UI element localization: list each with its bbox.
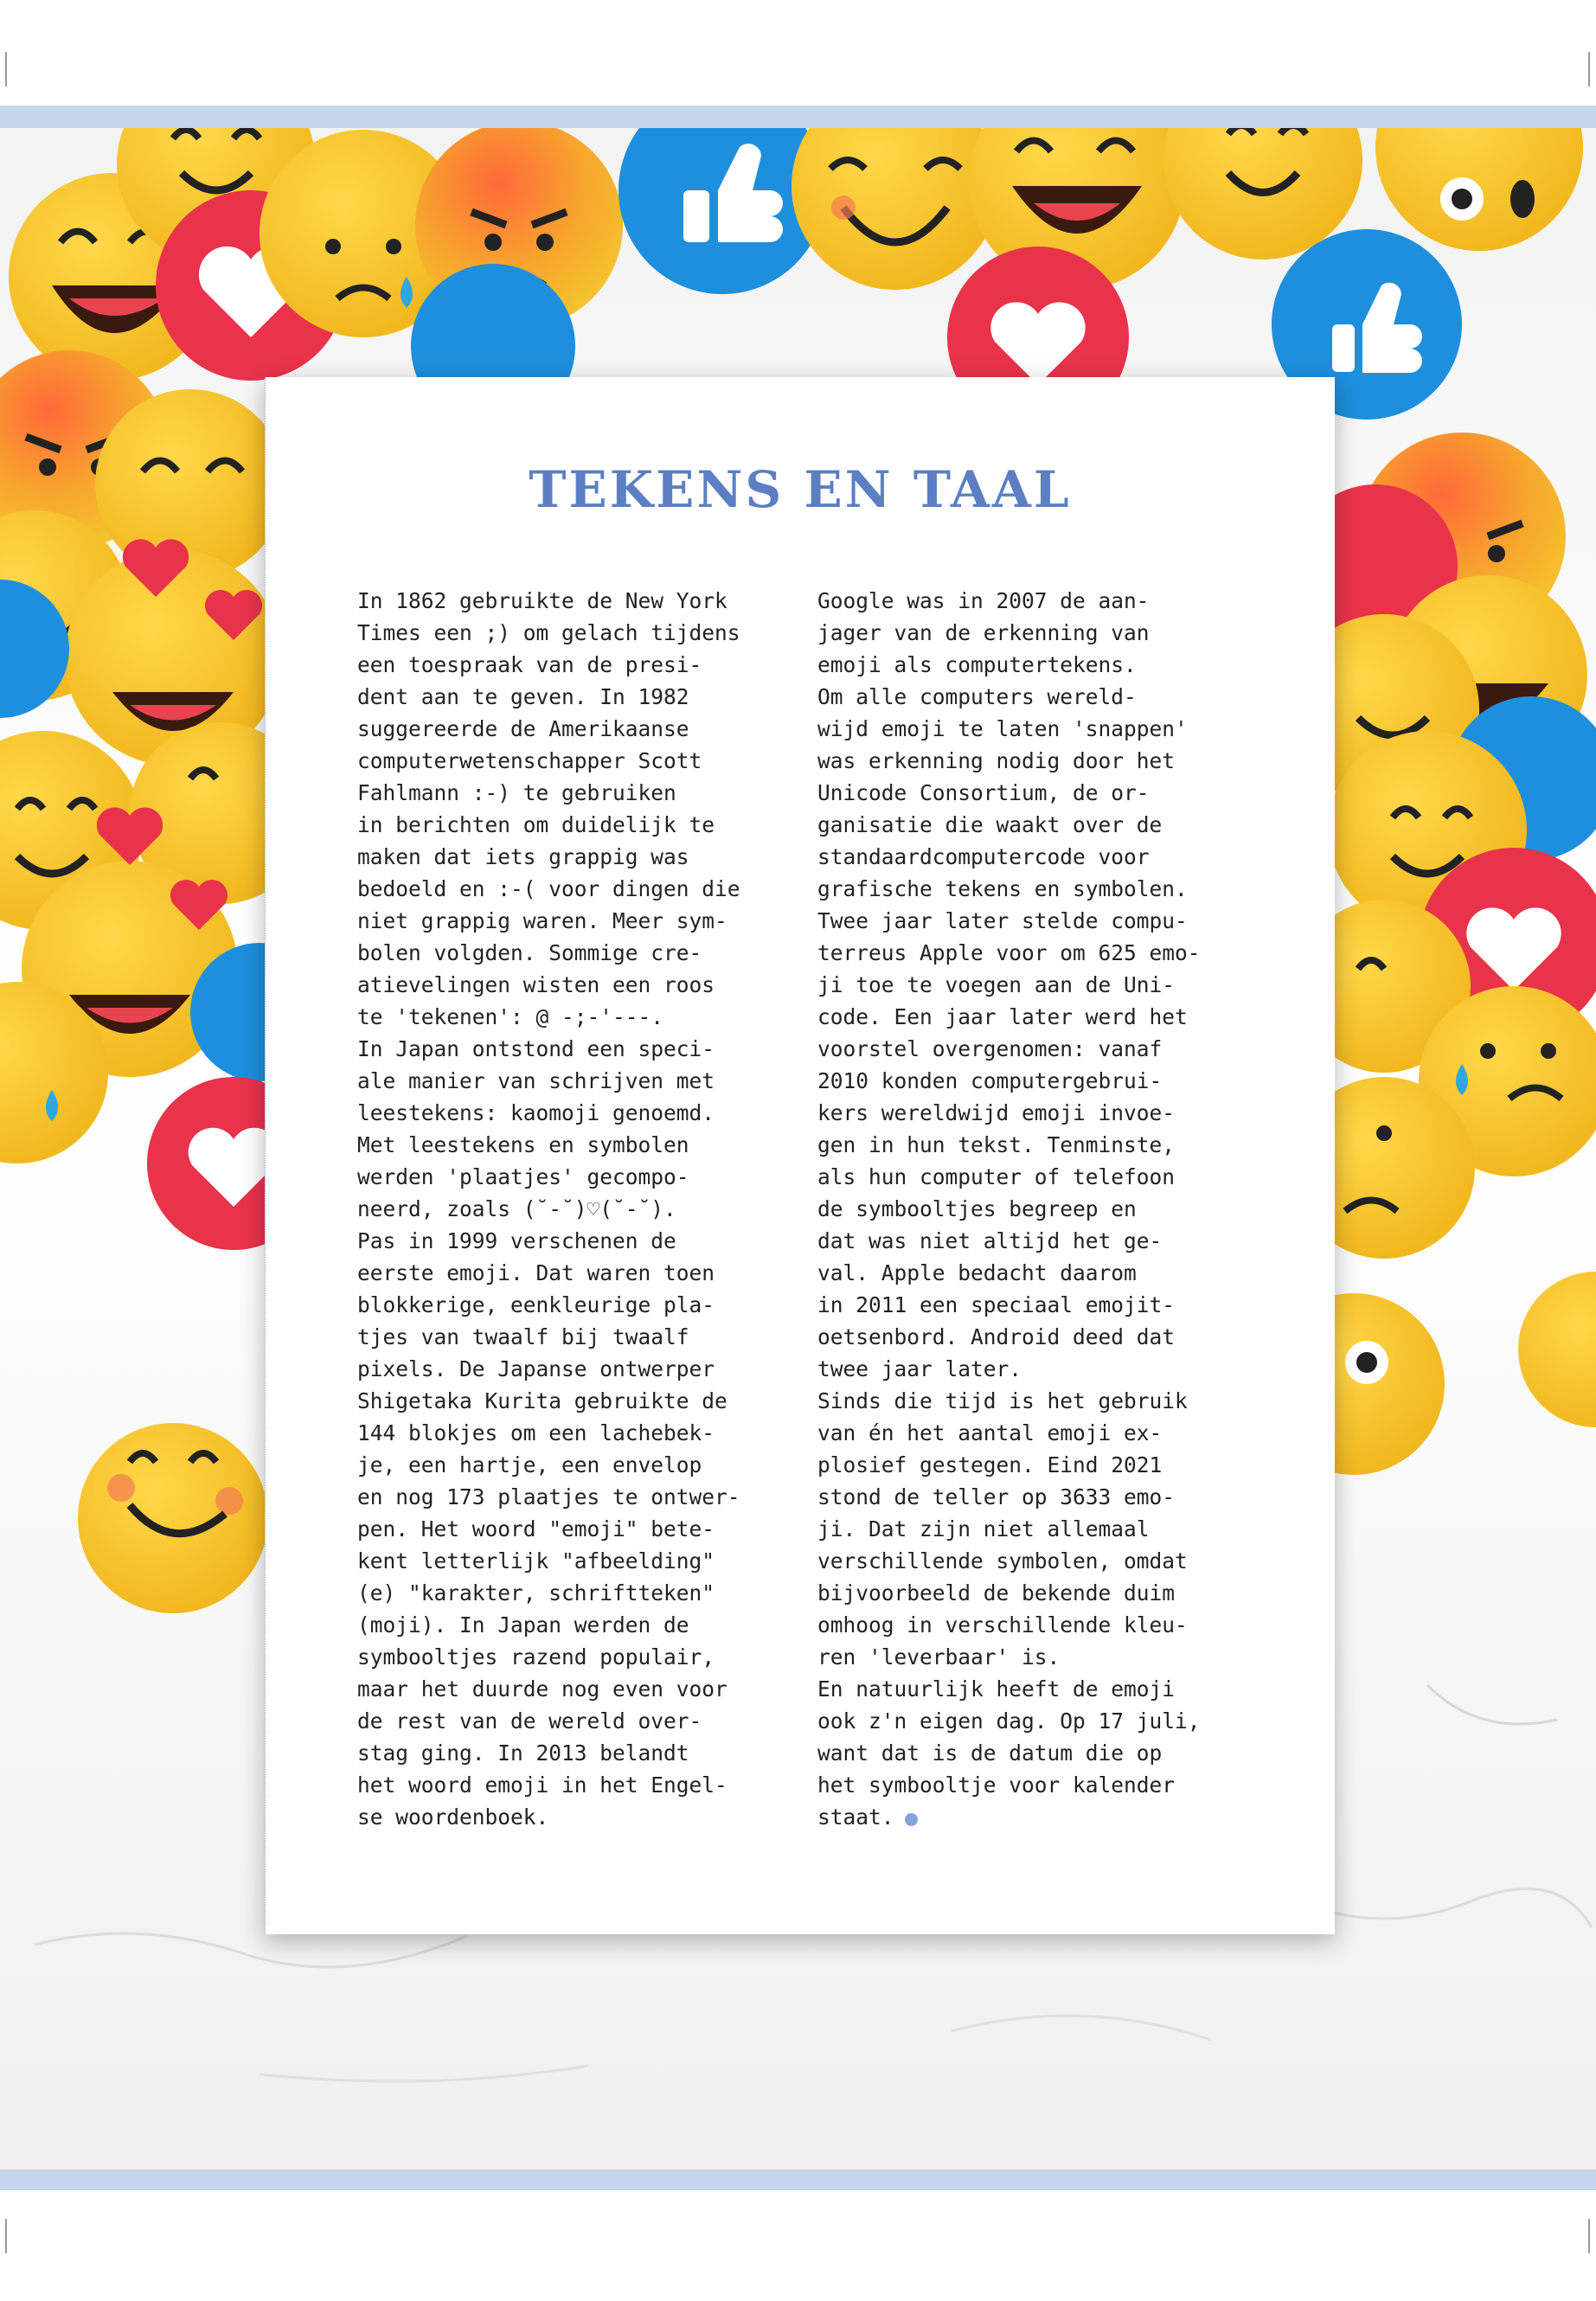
smiling-emoji-icon	[1518, 1272, 1596, 1427]
grinning-emoji-icon	[792, 82, 999, 290]
surprised-emoji-icon	[1375, 43, 1583, 251]
smiling-emoji-icon	[1163, 61, 1362, 260]
article-title: TEKENS EN TAAL	[529, 460, 1072, 519]
article-card	[265, 377, 1335, 1934]
article-column-2-wrap	[817, 585, 1267, 1833]
blushing-emoji-icon	[78, 1423, 268, 1613]
article-column-2: Google was in 2007 de aan- jager van de erkenning van emoji als computertekens. Om alle computers wereld- wijd emoji te laten 'snappen' was erkenning nodig door het Unicode Consortium, de or- ganisatie die waakt over de standaardcomputercode voor grafische tekens en symbolen. Twee jaar later stelde compu- terreus Apple voor om 625 emo- ji toe te voegen aan de Uni- code. Een jaar later werd het voorstel overgenomen: vanaf 2010 konden computergebrui- kers wereldwijd emoji invoe- gen in hun tekst. Tenminste, als hun computer of telefoon de symbooltjes begreep en dat was niet altijd het ge- val. Apple bedacht daarom in 2011 een speciaal emojit- oetsenbord. Android deed dat twee jaar later. Sinds die tijd is het gebruik van én het aantal emoji ex- plosief gestegen. Eind 2021 stond de teller op 3633 emo- ji. Dat zijn niet allemaal verschillende symbolen, omdat bijvoorbeeld de bekende duim omhoog in verschillende kleu- ren 'leverbaar' is. En natuurlijk heeft de emoji ook z'n eigen dag. Op 17 juli, want dat is de datum die op het symbooltje voor kalender staat.	[817, 588, 1201, 1830]
article-column-1: In 1862 gebruikte de New York Times een ;) om gelach tijdens een toespraak van de presi- dent aan te geven. In 1982 suggereerde de Amerikaanse computerwetenschapper Scott Fahlmann :-) te gebruiken in berichten om duidelijk te maken dat iets grappig was bedoeld en :-( voor dingen die niet grappig waren. Meer sym- bolen volgden. Sommige cre- atievelingen wisten een roos te 'tekenen': @ -;-'---. In Japan ontstond een speci- ale manier van schrijven met leestekens: kaomoji genoemd. Met leestekens en symbolen werden 'plaatjes' gecompo- neerd, zoals (˘-˘)♡(˘-˘). Pas in 1999 verschenen de eerste emoji. Dat waren toen blokkerige, eenkleurige pla- tjes van twaalf bij twaalf pixels. De Japanse ontwerper Shigetaka Kurita gebruikte de 144 blokjes om een lachebek- je, een hartje, een envelop en nog 173 plaatjes te ontwer- pen. Het woord "emoji" bete- kent letterlijk "afbeelding" (e) "karakter, schriftteken" (moji). In Japan werden de symbooltjes razend populair, maar het duurde nog even voor de rest van de wereld over- stag ging. In 2013 belandt het woord emoji in het Engel- se woordenboek.	[357, 588, 740, 1830]
end-mark-icon	[905, 1813, 918, 1826]
